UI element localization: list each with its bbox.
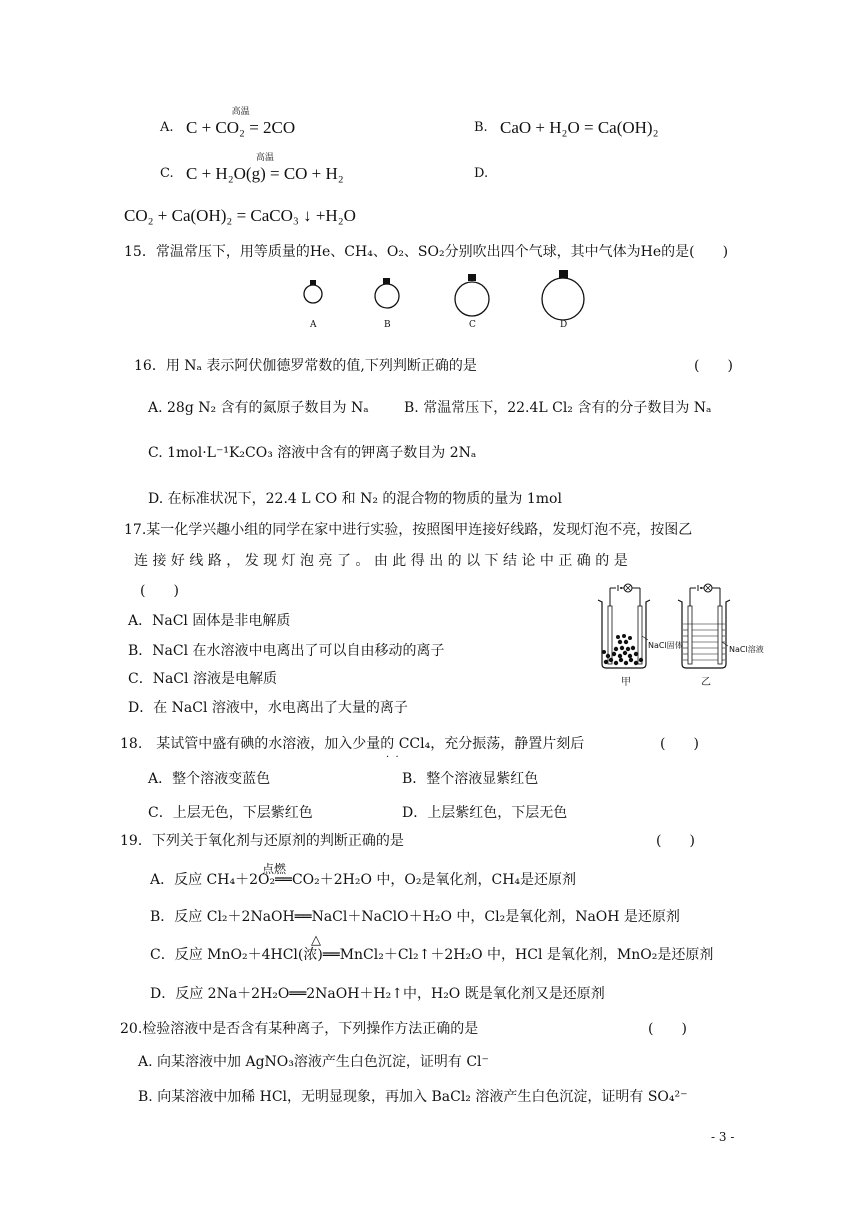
q16-option-b: B. 常温常压下，22.4L Cl₂ 含有的分子数目为 Nₐ (404, 400, 712, 416)
q17-option-b: B．NaCl 在水溶液中电离出了可以自由移动的离子 (128, 643, 445, 659)
q20-option-a: A. 向某溶液中加 AgNO₃溶液产生白色沉淀，证明有 Cl⁻ (138, 1054, 489, 1070)
q17-option-d: D．在 NaCl 溶液中，水电离出了大量的离子 (128, 700, 408, 716)
q18-stem: 18. 某试管中盛有碘的水溶液，加入少量的 CCl₄，充分振荡，静置片刻后 (120, 736, 585, 752)
q18-answer-paren: ( ) (660, 736, 699, 752)
q18-option-c: C．上层无色，下层紫红色 (148, 805, 313, 821)
q14-option-a-label: A. (160, 120, 174, 135)
q17-stem-line-2: 连 接 好 线 路 ， 发 现 灯 泡 亮 了 。 由 此 得 出 的 以 下 结 论 中 正 确 的 是 (134, 553, 628, 569)
balloon-b (375, 278, 399, 308)
q18-option-d: D．上层紫红色，下层无色 (402, 805, 568, 821)
beaker-jia (598, 584, 650, 668)
q20-stem: 20.检验溶液中是否含有某种离子，下列操作方法正确的是 (120, 1021, 479, 1037)
q19-stem: 19．下列关于氧化剂与还原剂的判断正确的是 (120, 833, 404, 849)
q14-option-d-equation: CO₂ + Ca(OH)₂ = CaCO₃ ↓ +H₂O (124, 206, 356, 225)
q14-option-b-label: B. (474, 120, 488, 135)
balloon-a (304, 280, 322, 303)
q16-stem: 16．用 Nₐ 表示阿伏伽德罗常数的值,下列判断正确的是 (134, 358, 477, 374)
q17-figure-label-solid: NaCl固体 (648, 641, 683, 650)
balloon-label-d: D (560, 320, 568, 330)
q19-option-a: A．反应 CH₄＋2O₂══CO₂＋2H₂O 中，O₂是氧化剂，CH₄是还原剂 (150, 872, 577, 888)
q16-answer-paren: ( ) (694, 358, 733, 374)
q16-option-a: A. 28g N₂ 含有的氮原子数目为 Nₐ (148, 400, 369, 416)
q15-stem: 15．常温常压下，用等质量的He、CH₄、O₂、SO₂分别吹出四个气球，其中气体为He的是( ) (124, 244, 729, 260)
q17-figure-caption-yi: 乙 (701, 677, 711, 688)
q19-a-condition: 点燃 (262, 862, 287, 876)
page-number: - 3 - (711, 1130, 735, 1144)
q18-option-a: A．整个溶液变蓝色 (148, 771, 271, 787)
q18-option-b: B．整个溶液显紫红色 (402, 771, 539, 787)
q14-option-a-equation: 高温 C + CO₂ = 2CO (186, 106, 296, 137)
balloon-label-b: B (384, 320, 391, 330)
q16-option-c: C. 1mol·L⁻¹K₂CO₃ 溶液中含有的钾离子数目为 2Nₐ (148, 445, 477, 461)
q17-option-a: A．NaCl 固体是非电解质 (128, 613, 291, 629)
balloon-d (542, 270, 584, 320)
q14-c-condition: 高温 (255, 152, 274, 162)
q17-option-c: C．NaCl 溶液是电解质 (128, 671, 277, 687)
q19-c-condition: △ (311, 933, 321, 948)
q20-option-b: B. 向某溶液中加稀 HCl，无明显现象，再加入 BaCl₂ 溶液产生白色沉淀，证明有 SO₄²⁻ (138, 1089, 688, 1105)
q19-option-c: C．反应 MnO₂＋4HCl(浓)══MnCl₂＋Cl₂↑＋2H₂O 中，HCl 是氧化剂，MnO₂是还原剂 (150, 947, 714, 963)
q14-option-c-equation: 高温 C + H₂O(g) = CO + H₂ (186, 152, 344, 183)
q17-stem-line-1: 17.某一化学兴趣小组的同学在家中进行实验，按照图甲连接好线路，发现灯泡不亮，按图乙 (124, 522, 693, 538)
q19-answer-paren: ( ) (656, 833, 695, 849)
beaker-yi (678, 584, 730, 668)
q16-option-d: D. 在标准状况下，22.4 L CO 和 N₂ 的混合物的物质的量为 1mol (148, 491, 562, 507)
q18-emphasis-dots: · · (386, 752, 399, 763)
q19-option-d: D．反应 2Na＋2H₂O══2NaOH＋H₂↑中，H₂O 既是氧化剂又是还原剂 (150, 986, 605, 1002)
q19-option-b: B．反应 Cl₂＋2NaOH══NaCl＋NaClO＋H₂O 中，Cl₂是氧化剂，NaOH 是还原剂 (150, 909, 680, 925)
q17-figure-label-solution: NaCl溶液 (729, 645, 764, 654)
balloon-label-c: C (469, 320, 476, 330)
q14-option-c-label: C. (160, 166, 174, 181)
q14-option-b-equation: CaO + H₂O = Ca(OH)₂ (500, 118, 659, 137)
balloon-label-a: A (310, 320, 317, 330)
q20-answer-paren: ( ) (648, 1021, 687, 1037)
q14-a-condition: 高温 (231, 106, 250, 116)
q17-stem-line-3: ( ) (140, 583, 179, 599)
balloon-c (455, 274, 489, 316)
q14-option-d-label: D. (474, 166, 489, 181)
q17-figure-caption-jia: 甲 (621, 677, 631, 688)
